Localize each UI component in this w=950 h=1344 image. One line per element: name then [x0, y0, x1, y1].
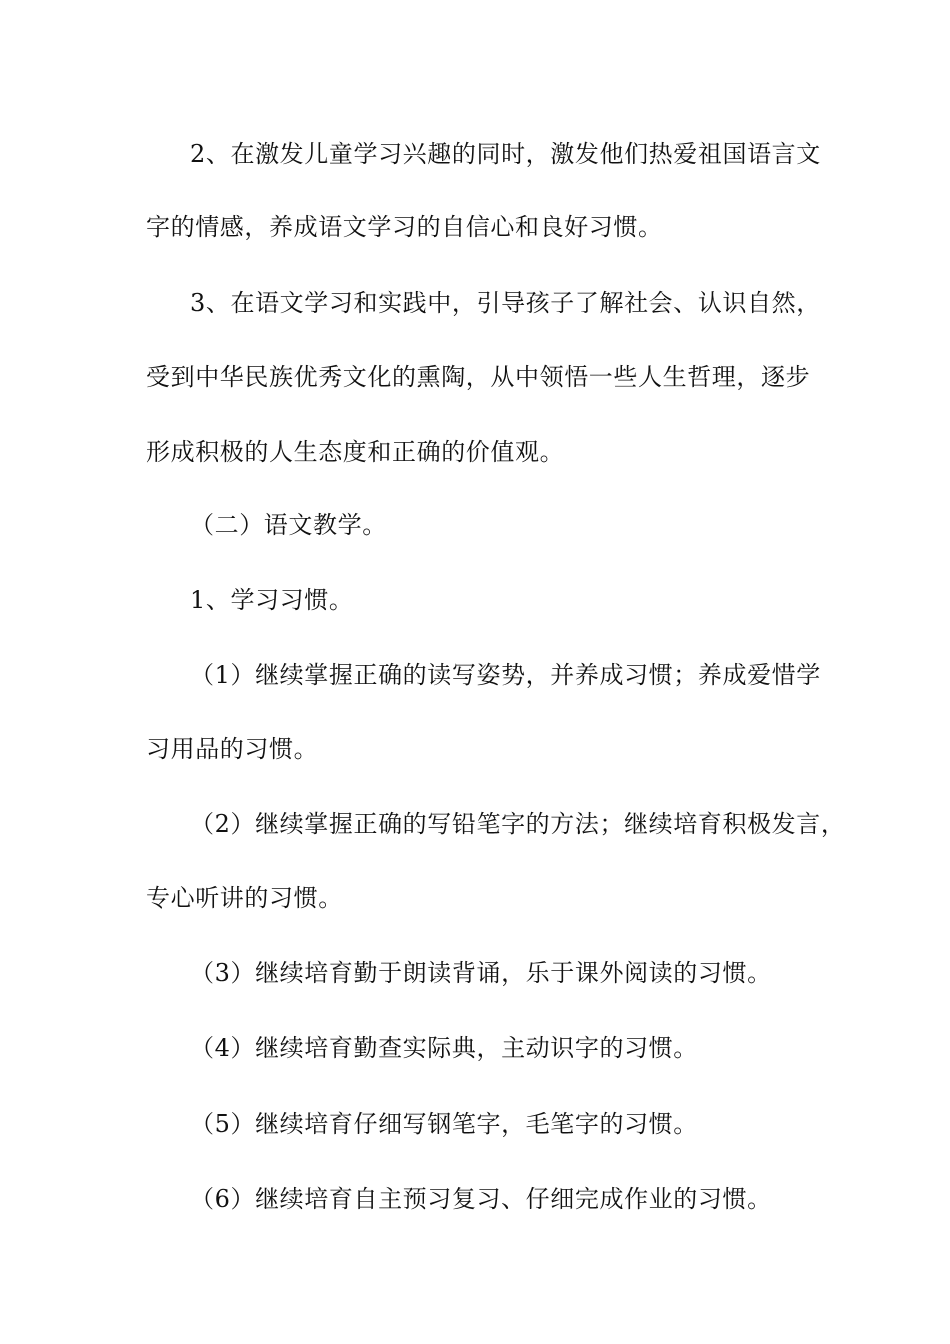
- paragraph-line: 字的情感，养成语文学习的自信心和良好习惯。: [146, 213, 663, 241]
- paragraph-line: （1）继续掌握正确的读写姿势，并养成习惯；养成爱惜学: [190, 661, 821, 689]
- paragraph-line: 习用品的习惯。: [146, 735, 319, 763]
- paragraph-line: （4）继续培育勤查实际典，主动识字的习惯。: [190, 1034, 698, 1062]
- paragraph-line: 形成积极的人生态度和正确的价值观。: [146, 438, 565, 466]
- paragraph-line: （5）继续培育仔细写钢笔字，毛笔字的习惯。: [190, 1110, 698, 1138]
- paragraph-line: （6）继续培育自主预习复习、仔细完成作业的习惯。: [190, 1185, 772, 1213]
- paragraph-line: （3）继续培育勤于朗读背诵，乐于课外阅读的习惯。: [190, 959, 772, 987]
- paragraph-line: 受到中华民族优秀文化的熏陶，从中领悟一些人生哲理，逐步: [146, 363, 811, 391]
- subsection-heading: 1、学习习惯。: [190, 586, 354, 614]
- paragraph-line: 2、在激发儿童学习兴趣的同时，激发他们热爱祖国语言文: [190, 140, 821, 168]
- paragraph-line: 专心听讲的习惯。: [146, 884, 343, 912]
- paragraph-line: （2）继续掌握正确的写铅笔字的方法；继续培育积极发言，: [190, 810, 846, 838]
- section-heading: （二）语文教学。: [190, 511, 387, 539]
- paragraph-line: 3、在语文学习和实践中，引导孩子了解社会、认识自然，: [190, 289, 821, 317]
